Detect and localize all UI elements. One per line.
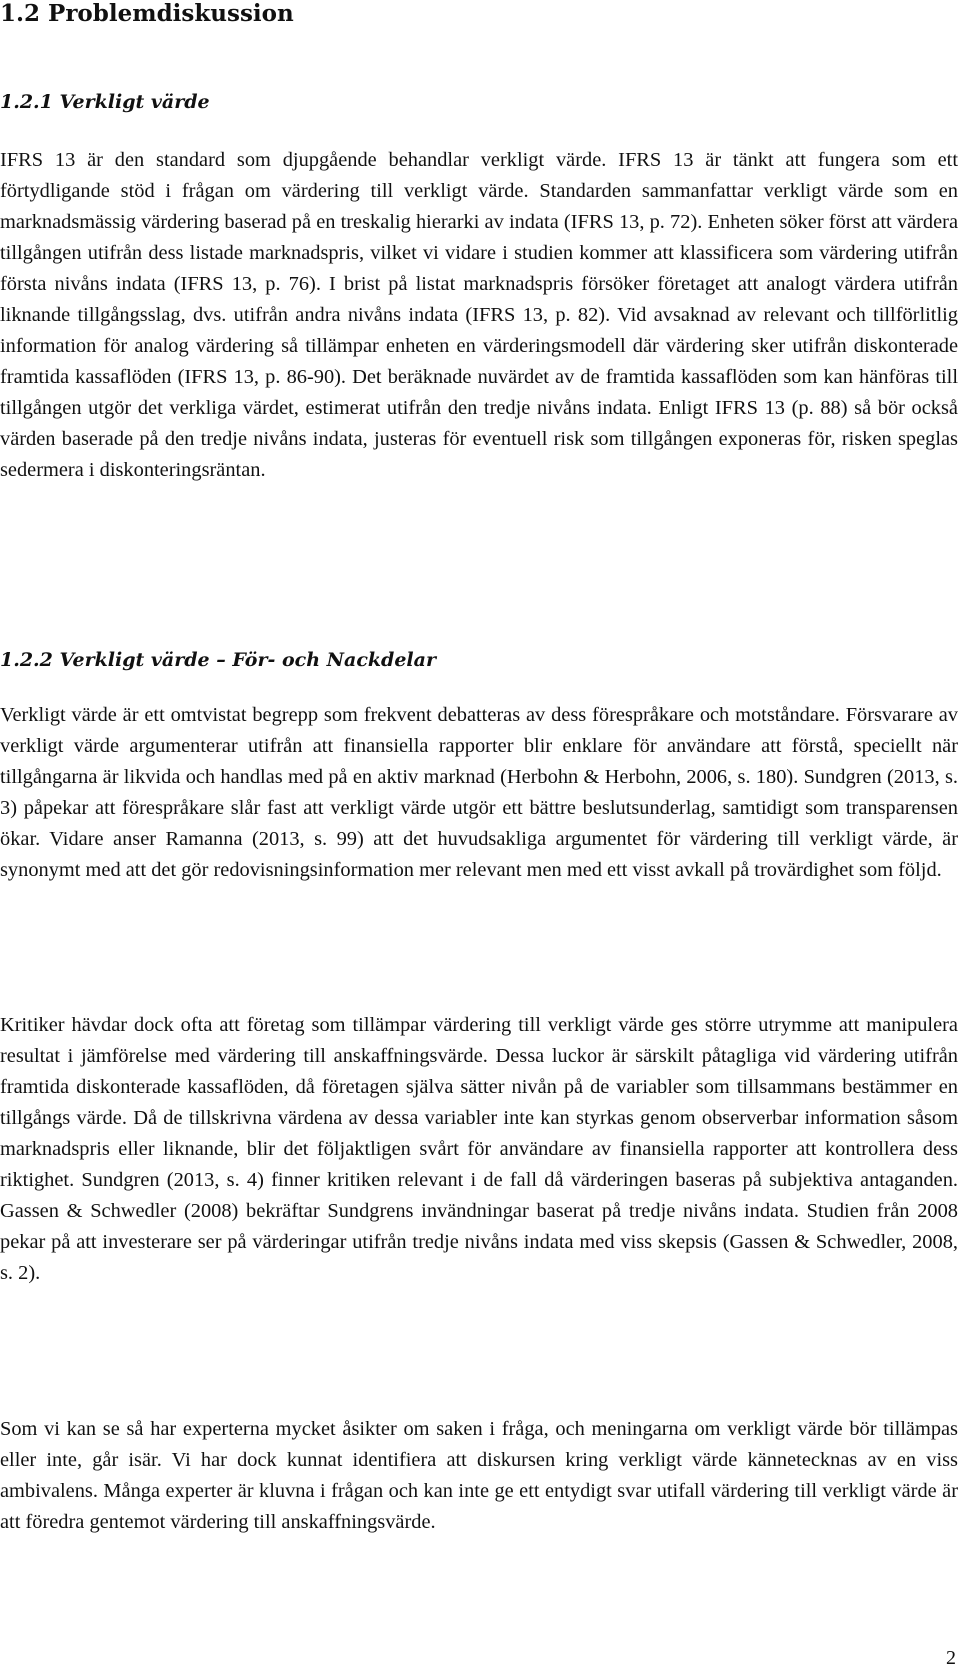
paragraph-ifrs13: IFRS 13 är den standard som djupgående behandlar verkligt värde. IFRS 13 är tänkt att fungera som ett förtydligande stöd i frågan om värdering till verkligt värde. Standarden sammanfattar verkligt värde som en marknadsmässig värdering baserad på en treskalig hierarki av indata (IFRS 13, p. 72). Enheten söker först att värdera tillgången utifrån dess listade marknadspris, vilket vi vidare i studien kommer att klassificera som värdering utifrån första nivåns indata (IFRS 13, p. 76). I brist på listat marknadspris försöker företaget att analogt värdera utifrån liknande tillgångsslag, dvs. utifrån andra nivåns indata (IFRS 13, p. 82). Vid avsaknad av relevant och tillförlitlig information för analog värdering så tillämpar enheten en värderingsmodell där värdering sker utifrån diskonterade framtida kassaflöden (IFRS 13, p. 86-90). Det beräknade nuvärdet av de framtida kassaflöden som kan hänföras till tillgången utgör det verkliga värdet, estimerat utifrån den tredje nivåns indata. Enligt IFRS 13 (p. 88) så bör också värden baserade på den tredje nivåns indata, justeras för eventuell risk som tillgången exponeras för, risken speglas sedermera i diskonteringsräntan. xyxy=(0,149,958,481)
paragraph-critics: Kritiker hävdar dock ofta att företag som tillämpar värdering till verkligt värde ges större utrymme att manipulera resultat i jämförelse med värdering till anskaffningsvärde. Dessa luckor är särskilt påtagliga vid värdering utifrån framtida diskonterade kassaflöden, då företagen själva sätter nivån på de variabler som tillsammans bestämmer en tillgångs värde. Då de tillskrivna värdena av dessa variabler inte kan styrkas genom observerbar information såsom marknadspris eller liknande, blir det följaktligen svårt för användare av finansiella rapporter att kontrollera dess riktighet. Sundgren (2013, s. 4) finner kritiken relevant i de fall då värderingen baseras på subjektiva antaganden. Gassen & Schwedler (2008) bekräftar Sundgrens invändningar baserat på tredje nivåns indata. Studien från 2008 pekar på att investerare ser på värderingar utifrån tredje nivåns indata med viss skepsis (Gassen & Schwedler, 2008, s. 2). xyxy=(0,1014,958,1284)
paragraph-advocates: Verkligt värde är ett omtvistat begrepp som frekvent debatteras av dess förespråkare och motståndare. Försvarare av verkligt värde argumenterar utifrån att finansiella rapporter blir enklare för användare att förstå, speciellt när tillgångarna är likvida och handlas med på en aktiv marknad (Herbohn & Herbohn, 2006, s. 180). Sundgren (2013, s. 3) påpekar att förespråkare slår fast att verkligt värde utgör ett bättre beslutsunderlag, samtidigt som transparensen ökar. Vidare anser Ramanna (2013, s. 99) att det huvudsakliga argumentet för värdering till verkligt värde, är synonymt med att det gör redovisningsinformation mer relevant men med ett visst avkall på trovärdighet som följd. xyxy=(0,704,958,881)
subsection-heading-verkligt-varde: 1.2.1 Verkligt värde xyxy=(0,91,210,113)
paragraph-conclusion: Som vi kan se så har experterna mycket åsikter om saken i fråga, och meningarna om verkligt värde bör tillämpas eller inte, går isär. Vi har dock kunnat identifiera att diskursen kring verkligt värde kännetecknas av en viss ambivalens. Många experter är kluvna i frågan och kan inte ge ett entydigt svar utifall värdering till verkligt värde är att föredra gentemot värdering till anskaffningsvärde. xyxy=(0,1418,958,1533)
section-heading: 1.2 Problemdiskussion xyxy=(0,0,294,27)
subsection-heading-for-och-nackdelar: 1.2.2 Verkligt värde – För- och Nackdelar xyxy=(0,649,436,671)
page-number: 2 xyxy=(946,1647,956,1669)
